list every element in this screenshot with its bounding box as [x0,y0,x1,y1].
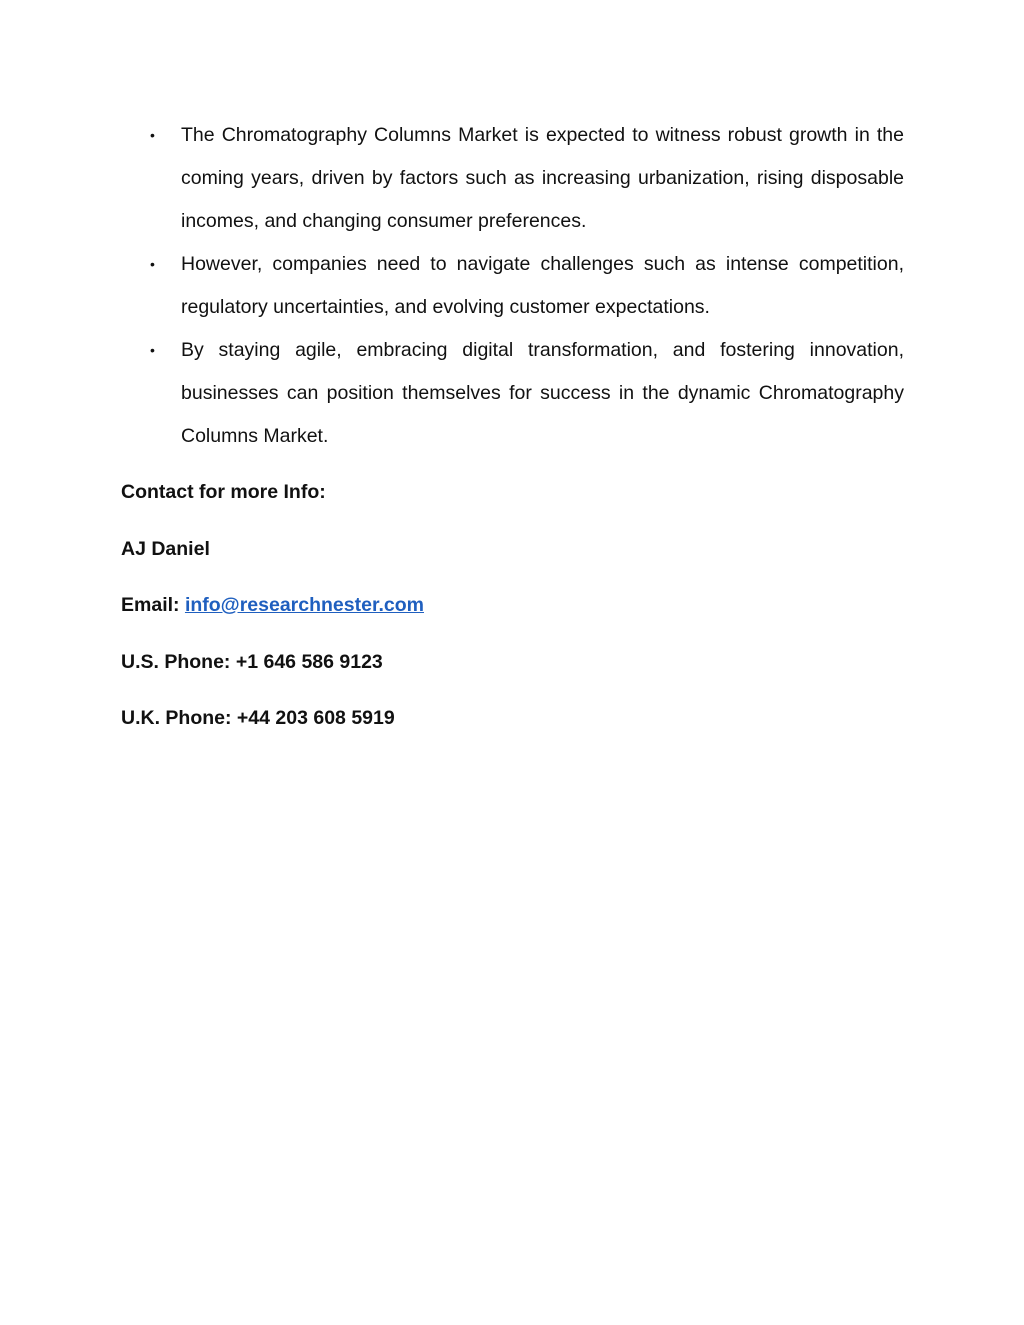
email-label: Email: [121,594,180,616]
contact-section [121,480,901,763]
bullet-icon: • [150,256,155,272]
bullet-text: The Chromatography Columns Market is expected to witness robust growth in the coming years, driven by factors such as increasing urbanization, rising disposable incomes, and changing consumer preferences. [181,124,904,232]
email-link[interactable]: info@researchnester.com [184,594,424,616]
contact-heading: Contact for more Info: [121,481,326,503]
bullet-item [150,114,904,243]
bullet-text: However, companies need to navigate challenges such as intense competition, regulatory uncertainties, and evolving customer expectations. [181,253,904,318]
bullet-icon: • [150,342,155,358]
bullet-text: By staying agile, embracing digital transformation, and fostering innovation, businesses can position themselves for success in the dynamic Chromatography Columns Market. [181,339,904,447]
bullet-item [150,243,904,329]
contact-email-line [121,593,901,617]
contact-name: AJ Daniel [121,537,210,560]
uk-phone: U.K. Phone: +44 203 608 5919 [121,707,395,729]
bullet-icon: • [150,127,155,143]
bullet-list [150,114,904,458]
bullet-item [150,329,904,458]
us-phone: U.S. Phone: +1 646 586 9123 [121,650,383,673]
